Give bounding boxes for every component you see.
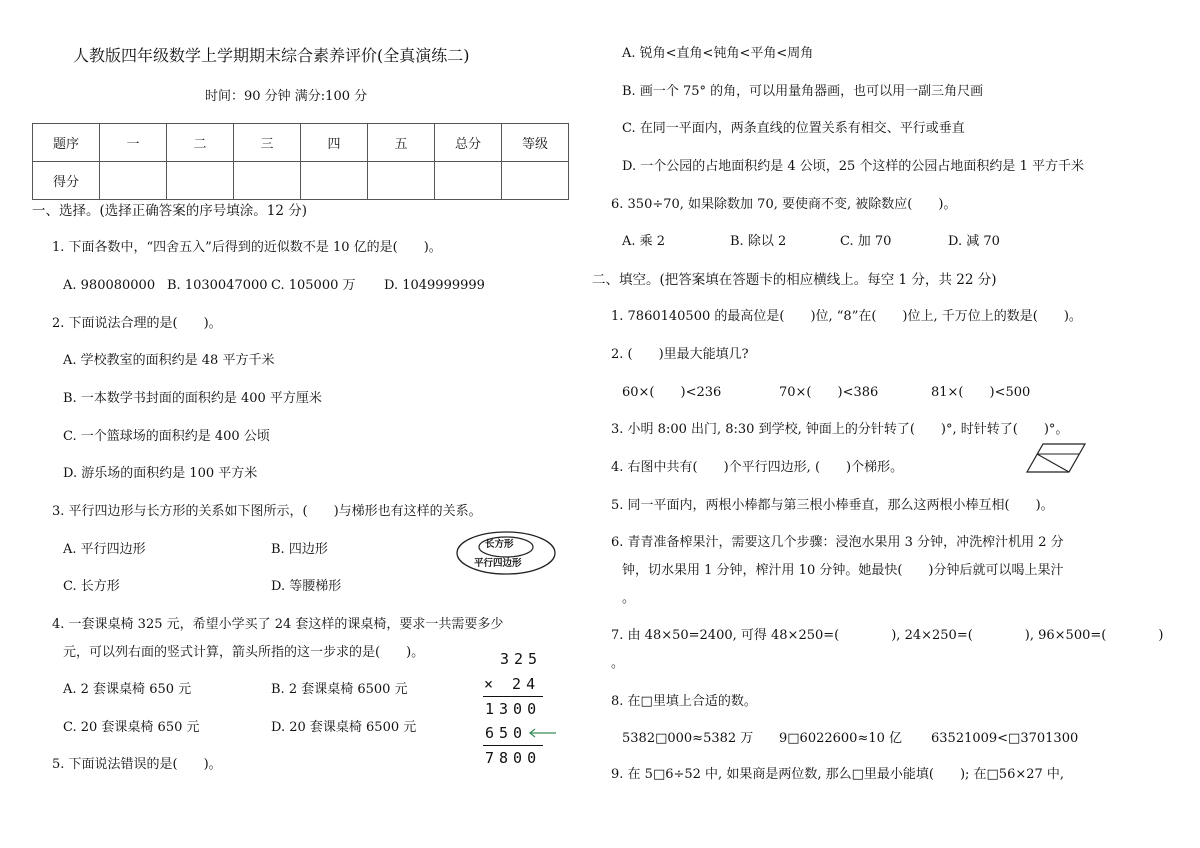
question-2-4: 4. 右图中共有( )个平行四边形, ( )个梯形。: [611, 460, 904, 475]
option-d[interactable]: D. 游乐场的面积约是 100 平方米: [63, 466, 258, 481]
option-c[interactable]: C. 加 70: [840, 234, 892, 249]
score-cell[interactable]: [502, 162, 569, 200]
fill-item[interactable]: 70×( )<386: [779, 385, 879, 400]
question-1-2-stem: 2. 下面说法合理的是( )。: [52, 316, 222, 331]
calc-partial-product-1: 1300: [485, 700, 542, 718]
option-c[interactable]: C. 在同一平面内，两条直线的位置关系有相交、平行或垂直: [622, 121, 965, 136]
option-b[interactable]: B. 一本数学书封面的面积约是 400 平方厘米: [63, 391, 322, 406]
score-cell[interactable]: [234, 162, 301, 200]
option-d[interactable]: D. 1049999999: [384, 278, 485, 293]
option-c[interactable]: C. 一个篮球场的面积约是 400 公顷: [63, 429, 270, 444]
table-header-cell: 题序: [33, 124, 100, 162]
option-a[interactable]: A. 学校教室的面积约是 48 平方千米: [63, 353, 275, 368]
question-2-9: 9. 在 5□6÷52 中, 如果商是两位数, 那么□里最小能填( ); 在□56×27 中,: [611, 767, 1065, 782]
score-cell[interactable]: [368, 162, 435, 200]
score-cell[interactable]: [167, 162, 234, 200]
option-b[interactable]: B. 除以 2: [730, 234, 787, 249]
table-header-cell: 总分: [435, 124, 502, 162]
option-b[interactable]: B. 画一个 75° 的角，可以用量角器画，也可以用一副三角尺画: [622, 84, 984, 99]
option-d[interactable]: D. 减 70: [948, 234, 1000, 249]
question-2-6-line2: 钟，切水果用 1 分钟，榨汁用 10 分钟。她最快( )分钟后就可以喝上果汁: [622, 563, 1064, 578]
question-1-6-stem: 6. 350÷70, 如果除数加 70, 要使商不变, 被除数应( )。: [611, 197, 957, 212]
option-d[interactable]: D. 一个公园的占地面积约是 4 公顷，25 个这样的公园占地面积约是 1 平方千米: [622, 159, 1084, 174]
set-relation-diagram: [455, 530, 557, 576]
table-header-cell: 五: [368, 124, 435, 162]
question-2-6-line1: 6. 青青准备榨果汁，需要这几个步骤：浸泡水果用 3 分钟，冲洗榨汁机用 2 分: [611, 535, 1064, 550]
question-2-1: 1. 7860140500 的最高位是( )位, “8”在( )位上, 千万位上的数是( )。: [611, 309, 1082, 324]
option-c[interactable]: C. 20 套课桌椅 650 元: [63, 720, 200, 735]
option-a[interactable]: A. 980080000: [63, 278, 156, 293]
question-1-3-stem: 3. 平行四边形与长方形的关系如下图所示，( )与梯形也有这样的关系。: [52, 504, 482, 519]
calc-multiplier: × 24: [484, 675, 541, 693]
question-2-7-line1: 7. 由 48×50=2400, 可得 48×250=( ), 24×250=( ), 96×500=( ): [611, 628, 1164, 643]
table-header-cell: 三: [234, 124, 301, 162]
question-2-3: 3. 小明 8:00 出门, 8:30 到学校, 钟面上的分针转了( )°, 时针转了( )°。: [611, 422, 1069, 437]
parallelogram-figure: [1025, 442, 1087, 474]
question-2-7-line2: 。: [611, 656, 625, 671]
page-title: 人教版四年级数学上学期期末综合素养评价(全真演练二): [73, 46, 470, 65]
question-1-4-stem-line1: 4. 一套课桌椅 325 元，希望小学买了 24 套这样的课桌椅，要求一共需要多少: [52, 617, 504, 632]
fill-item[interactable]: 9□6022600≈10 亿: [779, 731, 903, 746]
option-a[interactable]: A. 2 套课桌椅 650 元: [63, 682, 192, 697]
calc-multiplicand: 325: [500, 650, 543, 668]
diagram-inner-label: 长方形: [485, 539, 514, 550]
option-a[interactable]: A. 锐角<直角<钝角<平角<周角: [622, 46, 814, 61]
score-table-header-row: [33, 124, 569, 162]
option-c[interactable]: C. 长方形: [63, 579, 120, 594]
arrow-icon: [527, 727, 557, 739]
table-header-cell: 一: [100, 124, 167, 162]
fill-item[interactable]: 63521009<□3701300: [931, 731, 1079, 746]
calc-rule-line: [483, 696, 543, 697]
option-d[interactable]: D. 等腰梯形: [271, 579, 342, 594]
table-header-cell: 二: [167, 124, 234, 162]
table-header-cell: 等级: [502, 124, 569, 162]
diagram-outer-label: 平行四边形: [474, 558, 522, 569]
question-1-5-stem: 5. 下面说法错误的是( )。: [52, 757, 222, 772]
option-c[interactable]: C. 105000 万: [271, 278, 356, 293]
exam-time-info: 时间：90 分钟 满分:100 分: [205, 89, 368, 104]
section-2-heading: 二、填空。(把答案填在答题卡的相应横线上。每空 1 分，共 22 分): [592, 272, 997, 288]
calc-product: 7800: [485, 749, 542, 767]
option-b[interactable]: B. 2 套课桌椅 6500 元: [271, 682, 408, 697]
table-header-cell: 四: [301, 124, 368, 162]
fill-item[interactable]: 81×( )<500: [931, 385, 1031, 400]
question-2-5: 5. 同一平面内，两根小棒都与第三根小棒垂直，那么这两根小棒互相( )。: [611, 498, 1054, 513]
question-2-6-line3: 。: [622, 591, 636, 606]
table-row-label: 得分: [33, 162, 100, 200]
score-table-score-row: [33, 162, 569, 200]
score-cell[interactable]: [435, 162, 502, 200]
score-cell[interactable]: [100, 162, 167, 200]
option-b[interactable]: B. 1030047000: [167, 278, 268, 293]
question-1-4-stem-line2: 元，可以列右面的竖式计算，箭头所指的这一步求的是( )。: [63, 645, 425, 660]
score-cell[interactable]: [301, 162, 368, 200]
option-b[interactable]: B. 四边形: [271, 542, 328, 557]
score-table: [32, 123, 569, 200]
question-1-1-stem: 1. 下面各数中，“四舍五入”后得到的近似数不是 10 亿的是( )。: [52, 240, 442, 255]
calc-partial-product-2: 650: [485, 724, 528, 742]
question-2-8-stem: 8. 在□里填上合适的数。: [611, 694, 757, 709]
question-2-2-stem: 2. ( )里最大能填几?: [611, 347, 749, 362]
section-1-heading: 一、选择。(选择正确答案的序号填涂。12 分): [32, 203, 308, 219]
fill-item[interactable]: 5382□000≈5382 万: [622, 731, 754, 746]
fill-item[interactable]: 60×( )<236: [622, 385, 722, 400]
calc-rule-line: [483, 745, 543, 746]
option-a[interactable]: A. 平行四边形: [63, 542, 146, 557]
option-d[interactable]: D. 20 套课桌椅 6500 元: [271, 720, 417, 735]
option-a[interactable]: A. 乘 2: [622, 234, 666, 249]
